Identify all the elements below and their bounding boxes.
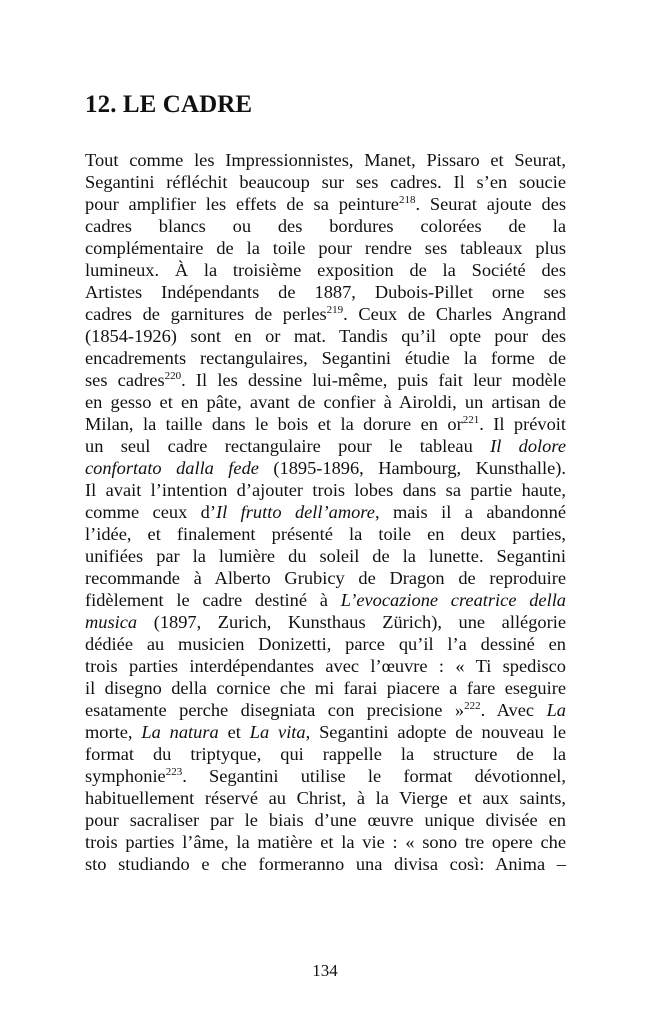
text-line (85, 567, 566, 589)
text-run: . Segantini utilise le format dévotionnel, (182, 766, 566, 786)
text-run: un seul cadre rectangulaire pour le tableau (85, 436, 491, 456)
text-line (85, 347, 566, 369)
text-run: et (218, 722, 250, 742)
text-line (85, 303, 566, 325)
text-run: sto studiando e che formeranno una divisa così: Anima – (85, 854, 566, 874)
text-line (85, 699, 566, 721)
italic-title: La vita (249, 722, 306, 742)
text-run: Milan, la taille dans le bois et la dorure en or (85, 414, 463, 434)
text-run: pour sacraliser par le biais d’une œuvre unique divisée en (85, 810, 566, 830)
italic-title: La natura (141, 722, 219, 742)
text-line (85, 545, 566, 567)
text-run: . Seurat ajoute des (415, 194, 566, 214)
text-line (85, 677, 566, 699)
text-line (85, 589, 566, 611)
text-run: lumineux. À la troisième exposition de la Société des (85, 260, 566, 280)
text-line (85, 413, 566, 435)
text-run: . Avec (480, 700, 547, 720)
text-line (85, 721, 566, 743)
text-line (85, 457, 566, 479)
text-run: . Il les dessine lui-même, puis fait leur modèle (181, 370, 566, 390)
footnote-reference[interactable]: 221 (462, 414, 480, 426)
text-line (85, 237, 566, 259)
text-run: habituellement réservé au Christ, à la Vierge et aux saints, (85, 788, 566, 808)
text-run: Il avait l’intention d’ajouter trois lobes dans sa partie haute, (85, 480, 566, 500)
text-run: cadres blancs ou des bordures colorées de la (85, 216, 566, 236)
text-line (85, 501, 566, 523)
text-run: symphonie (85, 766, 166, 786)
italic-title: confortato dalla fede (85, 458, 259, 478)
text-run: comme ceux d’ (85, 502, 216, 522)
text-run: encadrements rectangulaires, Segantini étudie la forme de (85, 348, 566, 368)
text-run: Tout comme les Impressionnistes, Manet, Pissaro et Seurat, (85, 150, 566, 170)
text-run: dédiée au musicien Donizetti, parce qu’il l’a dessiné en (85, 634, 566, 654)
text-line (85, 809, 566, 831)
text-run: trois parties interdépendantes avec l’œuvre : « Ti spedisco (85, 656, 566, 676)
italic-title: musica (85, 612, 138, 632)
text-run: (1897, Zurich, Kunsthaus Zürich), une allégorie (137, 612, 566, 632)
text-line (85, 325, 566, 347)
text-run: complémentaire de la toile pour rendre ses tableaux plus (85, 238, 566, 258)
text-line (85, 787, 566, 809)
footnote-reference[interactable]: 223 (165, 766, 183, 778)
italic-title: Il dolore (490, 436, 566, 456)
italic-title: L’evocazione creatrice della (340, 590, 567, 610)
text-run: (1854-1926) sont en or mat. Tandis qu’il opte pour des (85, 326, 566, 346)
body-paragraph (85, 149, 566, 875)
text-run: morte, (85, 722, 142, 742)
text-line (85, 743, 566, 765)
text-run: format du triptyque, qui rappelle la structure de la (85, 744, 566, 764)
text-line (85, 369, 566, 391)
text-run: cadres de garnitures de perles (85, 304, 327, 324)
text-line (85, 655, 566, 677)
italic-title: La (546, 700, 567, 720)
text-line (85, 149, 566, 171)
text-line (85, 171, 566, 193)
footnote-reference[interactable]: 218 (398, 194, 416, 206)
text-run: ses cadres (85, 370, 165, 390)
footnote-reference[interactable]: 220 (164, 370, 182, 382)
text-run: trois parties l’âme, la matière et la vie : « sono tre opere che (85, 832, 566, 852)
text-run: unifiées par la lumière du soleil de la lunette. Segantini (85, 546, 566, 566)
text-run: il disegno della cornice che mi farai piacere a fare eseguire (85, 678, 566, 698)
text-line (85, 281, 566, 303)
text-run: Artistes Indépendants de 1887, Dubois-Pillet orne ses (85, 282, 566, 302)
text-line (85, 853, 566, 875)
text-run: Segantini réfléchit beaucoup sur ses cadres. Il s’en soucie (85, 172, 566, 192)
text-line (85, 523, 566, 545)
text-line (85, 611, 566, 633)
text-line (85, 765, 566, 787)
text-run: . Ceux de Charles Angrand (343, 304, 566, 324)
text-run: esatamente perche disegniata con precisione » (85, 700, 465, 720)
text-run: fidèlement le cadre destiné à (85, 590, 341, 610)
text-run: l’idée, et finalement présenté la toile en deux parties, (85, 524, 566, 544)
text-line (85, 831, 566, 853)
text-run: , Segantini adopte de nouveau le (305, 722, 566, 742)
text-run: en gesso et en pâte, avant de confier à Airoldi, un artisan de (85, 392, 566, 412)
text-line (85, 193, 566, 215)
italic-title: Il frutto dell’amore (216, 502, 375, 522)
text-run: . Il prévoit (479, 414, 566, 434)
text-run: recommande à Alberto Grubicy de Dragon de reproduire (85, 568, 566, 588)
text-run: , mais il a abandonné (374, 502, 566, 522)
footnote-reference[interactable]: 219 (326, 304, 344, 316)
text-run: (1895-1896, Hambourg, Kunsthalle). (258, 458, 566, 478)
page-number: 134 (312, 961, 338, 980)
text-line (85, 259, 566, 281)
footnote-reference[interactable]: 222 (464, 700, 481, 712)
text-run: pour amplifier les effets de sa peinture (85, 194, 399, 214)
text-line (85, 435, 566, 457)
text-line (85, 215, 566, 237)
text-line (85, 479, 566, 501)
text-line (85, 633, 566, 655)
text-line (85, 391, 566, 413)
chapter-title: 12. LE CADRE (85, 91, 253, 118)
